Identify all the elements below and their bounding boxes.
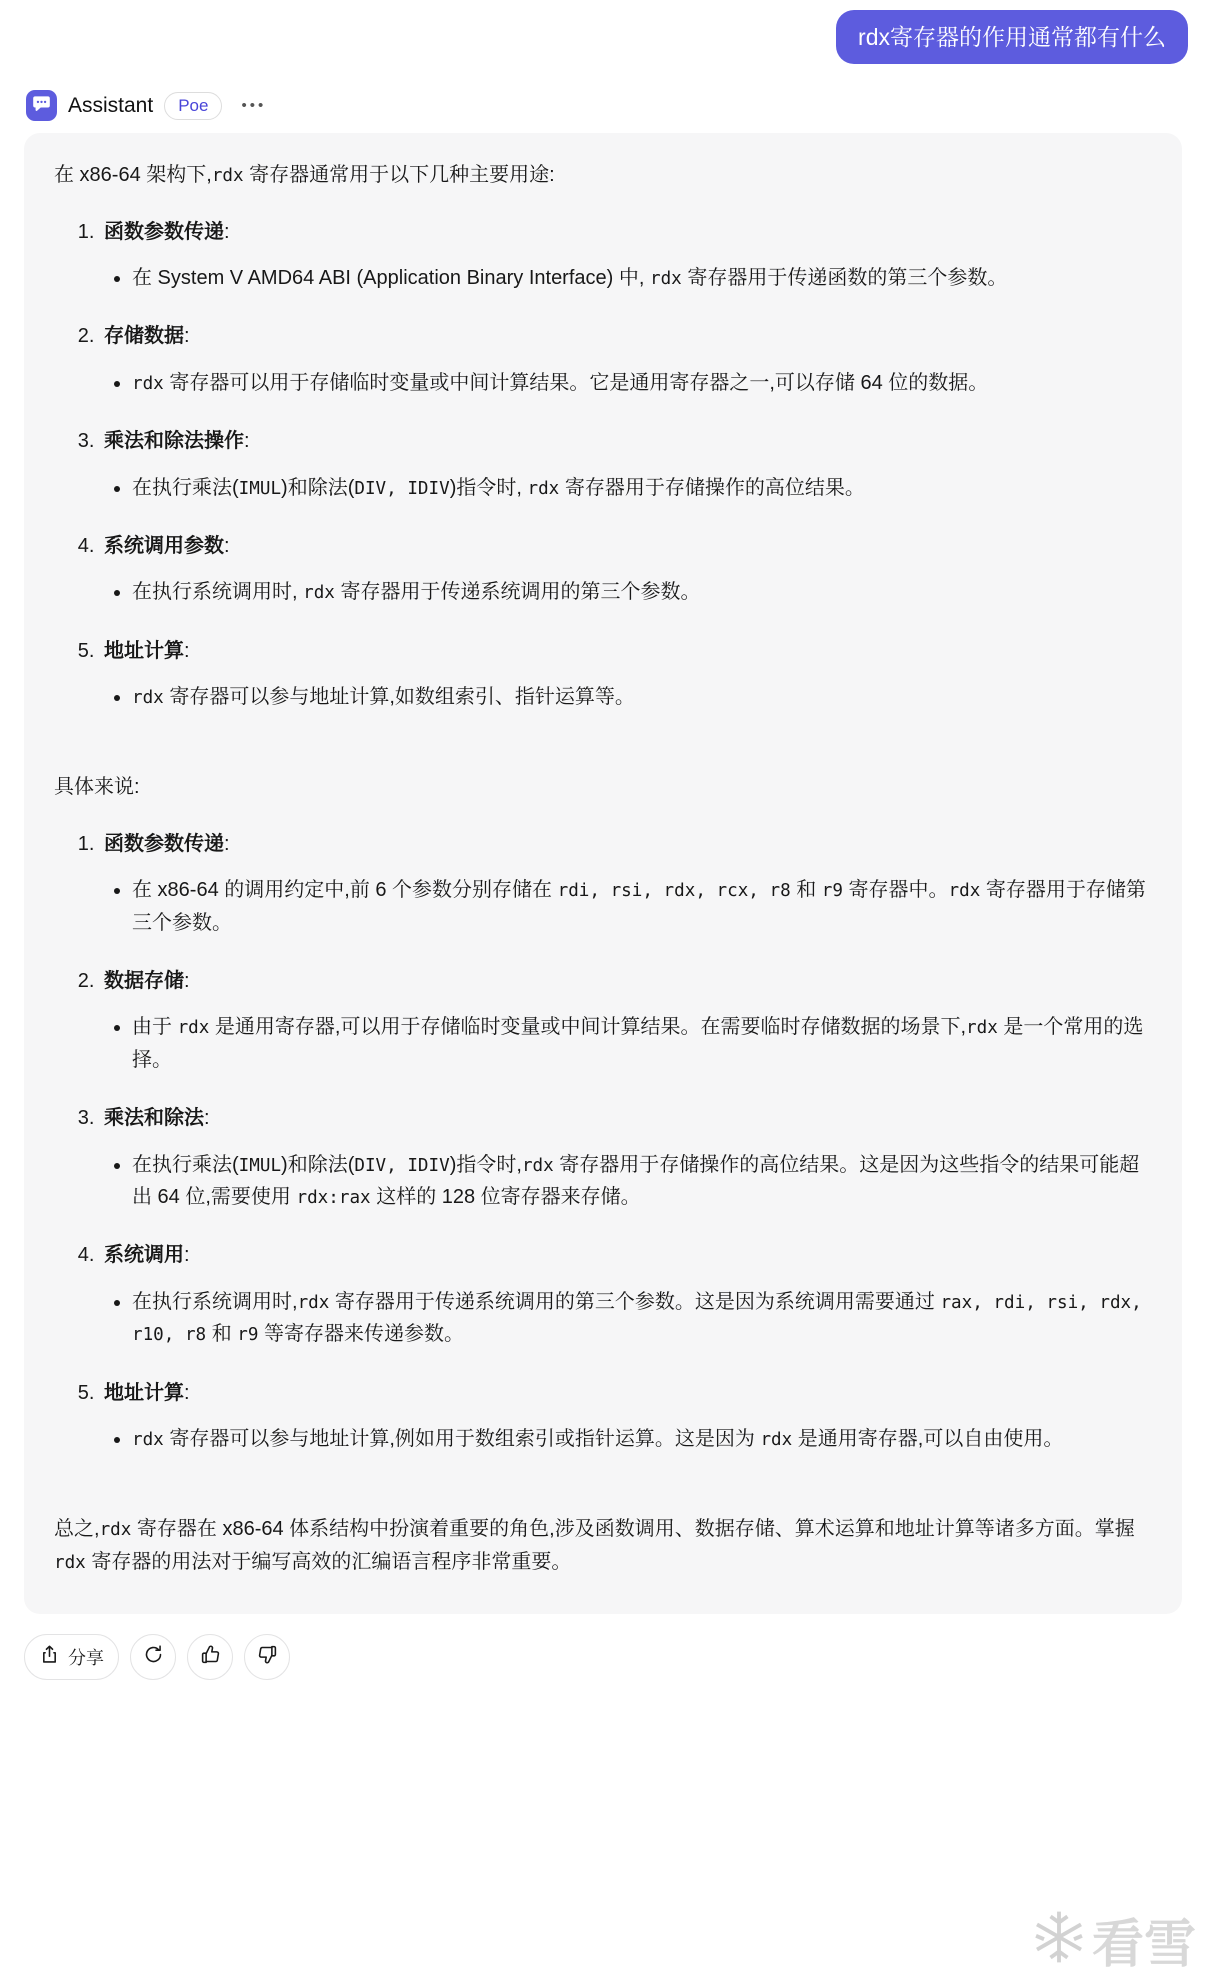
list-item [100, 1102, 1152, 1213]
bullet-item: • 在执行乘法(IMUL)和除法(DIV, IDIV)指令时,rdx 寄存器用于存储操作的高位结果。这是因为这些指令的结果可能超出 64 位,需要使用 rdx:rax 这样的 128 位寄存器来存储。 [132, 1149, 1152, 1214]
more-options-button[interactable]: ••• [241, 97, 267, 115]
list-item [100, 1377, 1152, 1456]
regenerate-icon [143, 1644, 164, 1670]
bullet-item: • 在执行系统调用时,rdx 寄存器用于传递系统调用的第三个参数。这是因为系统调用需要通过 rax, rdi, rsi, rdx, r10, r8 和 r9 等寄存器来传递参数。 [132, 1286, 1152, 1351]
bullet-item: • 在执行乘法(IMUL)和除法(DIV, IDIV)指令时, rdx 寄存器用于存储操作的高位结果。 [132, 472, 1152, 504]
list-item [100, 965, 1152, 1076]
share-label: 分享 [68, 1648, 104, 1669]
list-item-title: 4. 系统调用参数: [104, 534, 230, 557]
bullet-item: • 在 x86-64 的调用约定中,前 6 个参数分别存储在 rdi, rsi, rdx, rcx, r8 和 r9 寄存器中。rdx 寄存器用于存储第三个参数。 [132, 874, 1152, 939]
bullet-list [104, 262, 1152, 294]
list-item-title: 5. 地址计算: [104, 1381, 190, 1404]
list-item-title: 3. 乘法和除法操作: [104, 430, 250, 453]
bullet-item: • rdx 寄存器可以参与地址计算,如数组索引、指针运算等。 [132, 681, 1152, 713]
message-content [54, 159, 1152, 1578]
numbered-list [54, 216, 1152, 714]
chat-bubble-icon [32, 94, 51, 118]
list-item-title: 3. 乘法和除法: [104, 1107, 210, 1130]
assistant-avatar [26, 90, 57, 121]
list-item [100, 216, 1152, 295]
platform-badge[interactable]: Poe [164, 92, 222, 120]
bullet-list [104, 1149, 1152, 1214]
list-item-title: 5. 地址计算: [104, 639, 190, 662]
share-icon [39, 1644, 60, 1670]
list-item-title: 2. 存储数据: [104, 325, 190, 348]
bullet-item: • 在执行系统调用时, rdx 寄存器用于传递系统调用的第三个参数。 [132, 576, 1152, 608]
list-item [100, 635, 1152, 714]
bullet-item: • 由于 rdx 是通用寄存器,可以用于存储临时变量或中间计算结果。在需要临时存储数据的场景下,rdx 是一个常用的选择。 [132, 1011, 1152, 1076]
bullet-list [104, 1286, 1152, 1351]
bullet-item: • rdx 寄存器可以参与地址计算,例如用于数组索引或指针运算。这是因为 rdx 是通用寄存器,可以自由使用。 [132, 1423, 1152, 1455]
list-item-title: 4. 系统调用: [104, 1244, 190, 1267]
assistant-header [26, 90, 1206, 121]
user-message-bubble: rdx寄存器的作用通常都有什么 [836, 10, 1188, 64]
numbered-list [54, 828, 1152, 1455]
bot-name: Assistant [68, 93, 154, 117]
list-item [100, 425, 1152, 504]
list-item-title: 2. 数据存储: [104, 970, 190, 993]
list-item [100, 530, 1152, 609]
assistant-message-bubble [24, 133, 1182, 1614]
bullet-list [104, 472, 1152, 504]
bullet-list [104, 1423, 1152, 1455]
list-item [100, 320, 1152, 399]
bullet-list [104, 1011, 1152, 1076]
list-item [100, 828, 1152, 939]
message-toolbar [24, 1634, 1206, 1680]
bullet-list [104, 367, 1152, 399]
bullet-list [104, 874, 1152, 939]
paragraph: 在 x86-64 架构下,rdx 寄存器通常用于以下几种主要用途: [54, 164, 555, 187]
user-message-row [0, 0, 1206, 64]
share-button[interactable] [24, 1634, 119, 1680]
kanxue-watermark [1030, 1902, 1196, 1977]
paragraph: 具体来说: [54, 776, 140, 799]
watermark-text: 看雪 [1091, 1916, 1196, 1974]
list-item-title: 1. 函数参数传递: [104, 832, 230, 855]
bullet-list [104, 681, 1152, 713]
paragraph: 总之,rdx 寄存器在 x86-64 体系结构中扮演着重要的角色,涉及函数调用、数据存储、算术运算和地址计算等诸多方面。掌握 rdx 寄存器的用法对于编写高效的汇编语言程序非常重要。 [54, 1518, 1135, 1573]
thumbs-down-icon [257, 1644, 278, 1670]
list-item [100, 1239, 1152, 1350]
bullet-item: • 在 System V AMD64 ABI (Application Binary Interface) 中, rdx 寄存器用于传递函数的第三个参数。 [132, 262, 1152, 294]
regenerate-button[interactable] [130, 1634, 176, 1680]
snowflake-icon [1030, 1908, 1088, 1971]
list-item-title: 1. 函数参数传递: [104, 220, 230, 243]
thumbs-up-icon [200, 1644, 221, 1670]
bullet-list [104, 576, 1152, 608]
thumbs-up-button[interactable] [187, 1634, 233, 1680]
bullet-item: • rdx 寄存器可以用于存储临时变量或中间计算结果。它是通用寄存器之一,可以存储 64 位的数据。 [132, 367, 1152, 399]
thumbs-down-button[interactable] [244, 1634, 290, 1680]
